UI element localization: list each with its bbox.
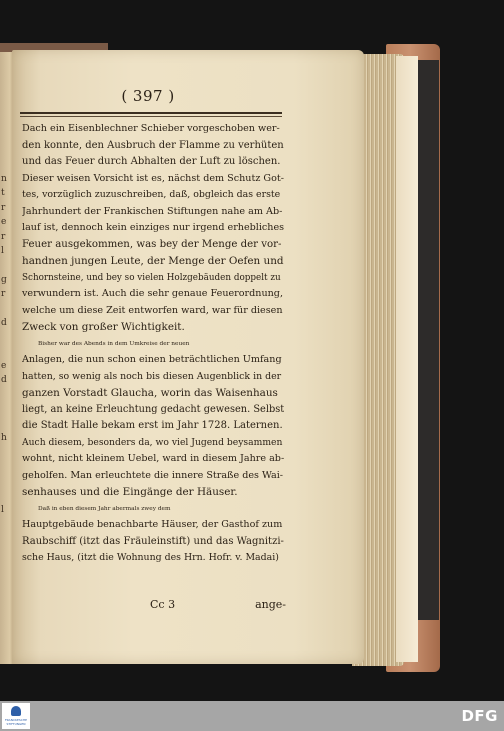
text-line: verwundern ist. Auch die sehr genaue Feuerordnung, xyxy=(22,288,283,299)
text-line: die Stadt Halle bekam erst im Jahr 1728. Laternen. xyxy=(22,420,283,431)
left-page-glyph: n xyxy=(1,174,7,184)
text-line: hatten, so wenig als noch bis diesen Augenblick in der xyxy=(22,370,282,382)
signature-mark: Cc 3 xyxy=(150,598,176,611)
text-line: Daß in eben diesem Jahr abermals zwey dem xyxy=(38,505,171,512)
left-page-glyph: d xyxy=(1,317,7,328)
text-line: den konnte, den Ausbruch der Flamme zu verhüten xyxy=(22,139,284,151)
text-line: handnen jungen Leute, der Menge der Oefen und xyxy=(22,255,284,267)
text-line: Anlagen, die nun schon einen beträchtlichen Umfang xyxy=(22,354,282,365)
text-line: Dieser weisen Vorsicht ist es, nächst dem Schutz Got- xyxy=(22,172,284,184)
text-line: Dach ein Eisenblechner Schieber vorgeschoben wer- xyxy=(22,123,280,134)
left-page-glyph: e xyxy=(1,217,7,228)
text-line: Schornsteine, und bey so vielen Holzgebäuden doppelt zu xyxy=(22,272,281,283)
text-line: Feuer ausgekommen, was bey der Menge der vor- xyxy=(22,238,282,250)
page-block-light xyxy=(396,56,418,662)
left-page-glyph: l xyxy=(1,504,4,515)
left-page-glyph: r xyxy=(1,231,6,242)
text-line: ganzen Vorstadt Glaucha, worin das Waisenhaus xyxy=(22,387,278,399)
francke-logo-icon xyxy=(11,706,21,716)
catchword: ange- xyxy=(255,598,286,611)
francke-logo-line-1: FRANCKESCHE xyxy=(4,718,28,722)
text-line: Jahrhundert der Frankischen Stiftungen nahe am Ab- xyxy=(22,205,283,217)
left-page-glyph: g xyxy=(1,274,7,285)
text-line: tes, vorzüglich zuzuschreiben, daß, obgleich das erste xyxy=(22,189,281,200)
page-text xyxy=(22,121,284,567)
left-page-glyph: h xyxy=(1,433,7,444)
page-number: ( 397 ) xyxy=(121,87,175,105)
text-line: Raubschiff (itzt das Fräuleinstift) und das Wagnitzi- xyxy=(22,535,284,547)
francke-logo[interactable] xyxy=(2,703,30,729)
text-line: und das Feuer durch Abhalten der Luft zu löschen. xyxy=(22,156,281,167)
text-line: Auch diesem, besonders da, wo viel Jugend beysammen xyxy=(22,436,283,448)
text-line: Zweck von großer Wichtigkeit. xyxy=(22,321,185,333)
left-page-glyph: l xyxy=(1,245,4,256)
text-line: lauf ist, dennoch kein einziges nur irgend erhebliches xyxy=(22,222,284,233)
text-line: Hauptgebäude benachbarte Häuser, der Gasthof zum xyxy=(22,519,283,530)
left-page-glyph: t xyxy=(1,188,5,199)
text-line: sche Haus, (itzt die Wohnung des Hrn. Hofr. v. Madai) xyxy=(22,552,279,563)
footer-bar xyxy=(0,701,504,731)
page-footer xyxy=(22,598,286,614)
text-line: wohnt, nicht kleinem Uebel, ward in diesem Jahre ab- xyxy=(22,453,284,464)
left-page-glyph: d xyxy=(1,375,7,386)
francke-logo-line-2: STIFTUNGEN xyxy=(6,722,26,726)
dfg-logo[interactable]: DFG xyxy=(461,707,498,725)
left-page-glyph: r xyxy=(1,289,6,300)
header-rule xyxy=(20,112,282,114)
left-page-glyph: r xyxy=(1,202,6,213)
text-line: senhauses und die Eingänge der Häuser. xyxy=(22,486,238,498)
left-page-glyph: e xyxy=(1,361,7,372)
text-line: geholfen. Man erleuchtete die innere Straße des Wai- xyxy=(22,469,284,481)
text-line: Bisher war des Abends in dem Umkreise der neuen xyxy=(38,340,190,347)
header-rule-thin xyxy=(20,116,282,117)
text-line: liegt, an keine Erleuchtung gedacht gewesen. Selbst xyxy=(22,403,284,415)
text-line: welche um diese Zeit entworfen ward, war für diesen xyxy=(22,304,283,316)
